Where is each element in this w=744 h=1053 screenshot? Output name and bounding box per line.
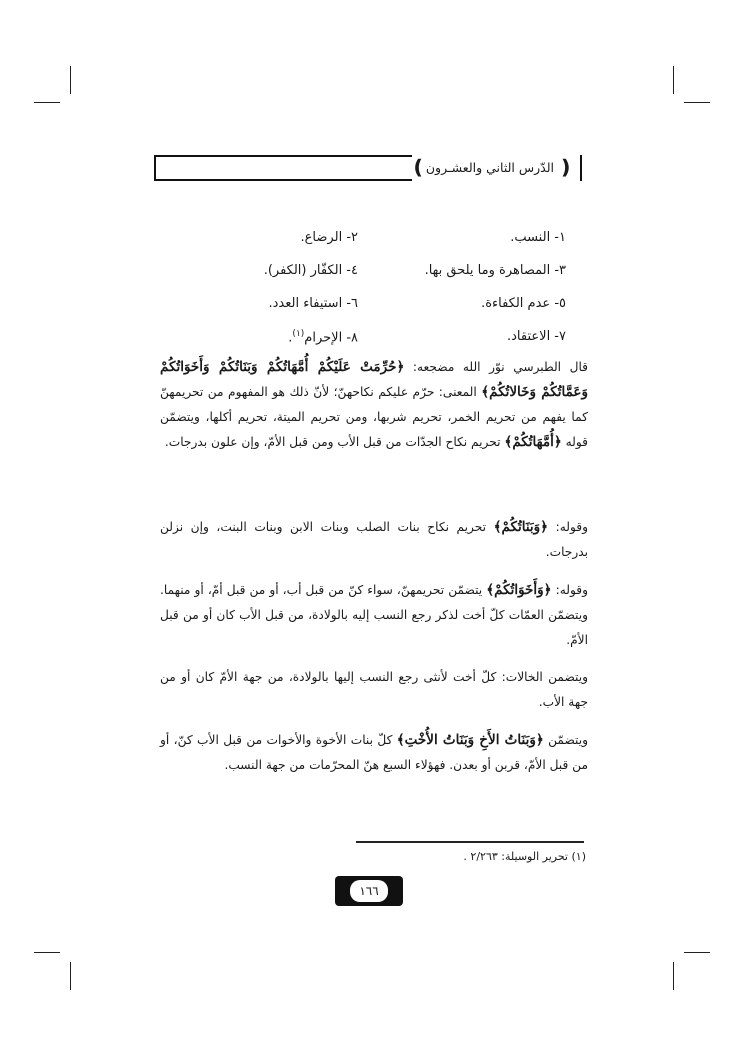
lesson-title: الدّرس الثاني والعشـرون: [425, 160, 554, 175]
footnote-separator: [356, 841, 584, 843]
list-item-2: ٢- الرضاع.: [300, 230, 358, 245]
lesson-title-box: [409, 155, 580, 181]
footnote-ref: (١): [292, 329, 305, 339]
paragraph-2-text-b: تحريم نكاح بنات الصلب وبنات الابن وبنات البنت، وإن نزلن بدرجات.: [160, 520, 588, 559]
footnote: (١) تحرير الوسيلة: ٢/٢٦٣ .: [463, 850, 586, 863]
paragraph-2-text-a: وقوله:: [548, 520, 588, 534]
crop-mark: [34, 952, 60, 953]
paragraph-1-text-a: قال الطبرسي نوّر الله مضجعه:: [404, 360, 588, 374]
list-item-1: ١- النسب.: [510, 230, 566, 245]
paragraph-5-text-a: ويتضمّن: [543, 733, 588, 747]
quran-quote: ﴿وَبَنَاتُكُمْ﴾: [493, 519, 549, 535]
paragraph-5-text-b: كلّ بنات الأخوة والأخوات من قبل الأب كنّ، أو من قبل الأمّ، قربن أو بعدن. فهؤلاء السبع هنّ المحرّمات من جهة النسب.: [160, 733, 588, 772]
list-item-5: ٥- عدم الكفاءة.: [481, 296, 566, 311]
page-number: ١٦٦: [350, 880, 388, 902]
paragraph-1: [160, 355, 588, 455]
list-item-3: ٣- المصاهرة وما يلحق بها.: [424, 263, 566, 278]
lesson-header: [154, 155, 582, 181]
list-item-6: ٦- استيفاء العدد.: [268, 296, 358, 311]
paragraph-3: [160, 578, 588, 653]
quran-quote: ﴿أُمَّهَاتُكُمْ﴾: [504, 434, 562, 450]
crop-mark: [673, 66, 674, 94]
crop-mark: [684, 102, 710, 103]
list-item-8: [288, 329, 358, 345]
list-item-8-text: ٨- الإحرام: [304, 330, 358, 346]
paragraph-4: ويتضمن الخالات: كلّ أخت لأنثى رجع النسب إليها بالولادة، من جهة الأمّ كان أو من جهة الأب.: [160, 670, 588, 709]
crop-mark: [684, 952, 710, 953]
list-item-4: ٤- الكفّار (الكفر).: [263, 263, 358, 278]
list-item-7: ٧- الاعتقاد.: [507, 329, 566, 344]
paragraph-5: [160, 728, 588, 778]
paragraph-2: [160, 515, 588, 565]
paragraph-1-text-b: المعنى: حرّم عليكم نكاحهنّ؛ لأنّ ذلك هو المفهوم من تحريمهنّ كما يفهم من تحريم الخمر، تحريم شربها، ومن تحريم الميتة، تحريم أكلها، ويتضمّن قوله: [160, 385, 588, 449]
bracket-left-icon: ❫: [409, 155, 427, 179]
crop-mark: [70, 962, 71, 990]
paragraph-3-text-a: وقوله:: [551, 583, 588, 597]
bracket-right-icon: ❪: [557, 155, 574, 179]
crop-mark: [673, 962, 674, 990]
quran-quote: ﴿حُرِّمَتْ عَلَيْكُمْ أُمَّهَاتُكُمْ وَبَنَاتُكُمْ وَأَخَوَاتُكُمْ وَعَمَّاتُكُمْ وَخَالاتُكُمْ﴾: [160, 359, 588, 400]
quran-quote: ﴿وَأَخَوَاتُكُمْ﴾: [486, 582, 552, 598]
quran-quote: ﴿وَبَنَاتُ الأَخِ وَبَنَاتُ الأُخْتِ﴾: [396, 732, 544, 748]
crop-mark: [70, 66, 71, 94]
crop-mark: [34, 102, 60, 103]
list-item-8-end: .: [288, 330, 293, 346]
paragraph-3-text-b: يتضمّن تحريمهنّ، سواء كنّ من قبل أب، أو من قبل أمّ، أو منهما. ويتضمّن العمّات كلّ أخت لذكر رجع النسب إليه بالولادة، من قبل الأب كان أو من قبل الأمّ.: [160, 583, 588, 647]
paragraph-1-text-c: تحريم نكاح الجدّات من قبل الأب ومن قبل الأمّ، وإن علون بدرجات.: [164, 435, 505, 449]
